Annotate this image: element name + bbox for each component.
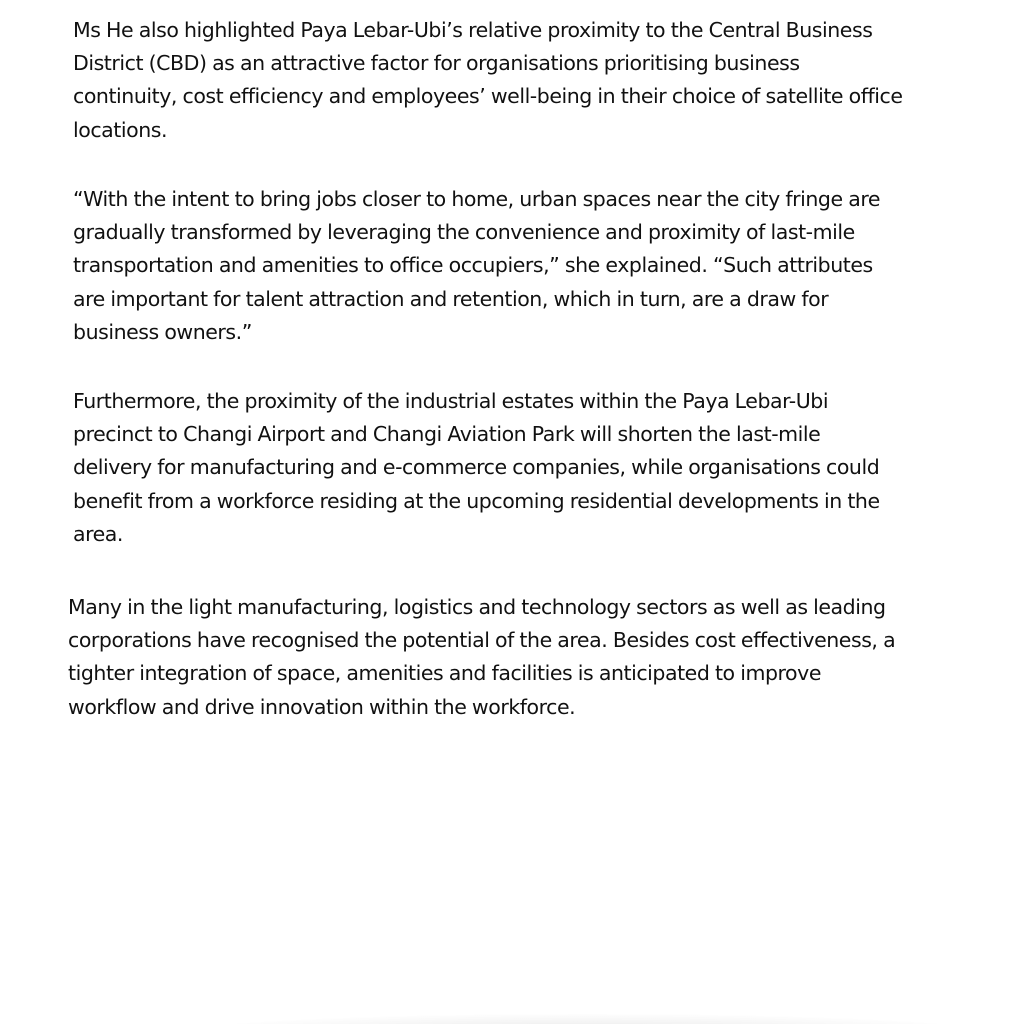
paragraph-3 [73,385,880,551]
paragraph-2-line-5: business owners.” [73,319,252,344]
paragraph-1 [73,14,903,147]
paragraph-2-line-3: transportation and amenities to office occupiers,” she explained. “Such attributes [73,253,873,278]
paragraph-4 [68,591,895,724]
paragraph-1-line-1: Ms He also highlighted Paya Lebar-Ubi’s relative proximity to the Central Business [73,18,873,42]
paragraph-4-line-4: workflow and drive innovation within the workforce. [68,694,576,719]
paragraph-3-line-3: delivery for manufacturing and e-commerce companies, while organisations could [73,455,880,480]
paragraph-2-line-1: “With the intent to bring jobs closer to home, urban spaces near the city fringe are [73,187,881,211]
paragraph-2-line-4: are important for talent attraction and retention, which in turn, are a draw for [73,286,829,311]
paragraph-2-line-2: gradually transformed by leveraging the convenience and proximity of last-mile [73,220,855,245]
paragraph-4-line-1: Many in the light manufacturing, logistics and technology sectors as well as leading [68,595,886,619]
paragraph-1-line-2: District (CBD) as an attractive factor for organisations prioritising business [73,51,800,76]
bottom-edge-shadow [180,1014,994,1024]
paragraph-4-line-2: corporations have recognised the potential of the area. Besides cost effectiveness, a [68,628,896,653]
paragraph-1-line-3: continuity, cost efficiency and employees’ well-being in their choice of satellite office [73,84,903,109]
paragraph-4-line-3: tighter integration of space, amenities and facilities is anticipated to improve [68,661,821,686]
paragraph-3-line-5: area. [73,521,123,546]
paragraph-1-line-4: locations. [73,117,168,142]
paragraph-3-line-1: Furthermore, the proximity of the industrial estates within the Paya Lebar-Ubi [73,389,829,413]
paragraph-3-line-2: precinct to Changi Airport and Changi Aviation Park will shorten the last-mile [73,422,821,447]
paragraph-3-line-4: benefit from a workforce residing at the upcoming residential developments in the [73,488,880,513]
paragraph-2 [73,183,880,349]
